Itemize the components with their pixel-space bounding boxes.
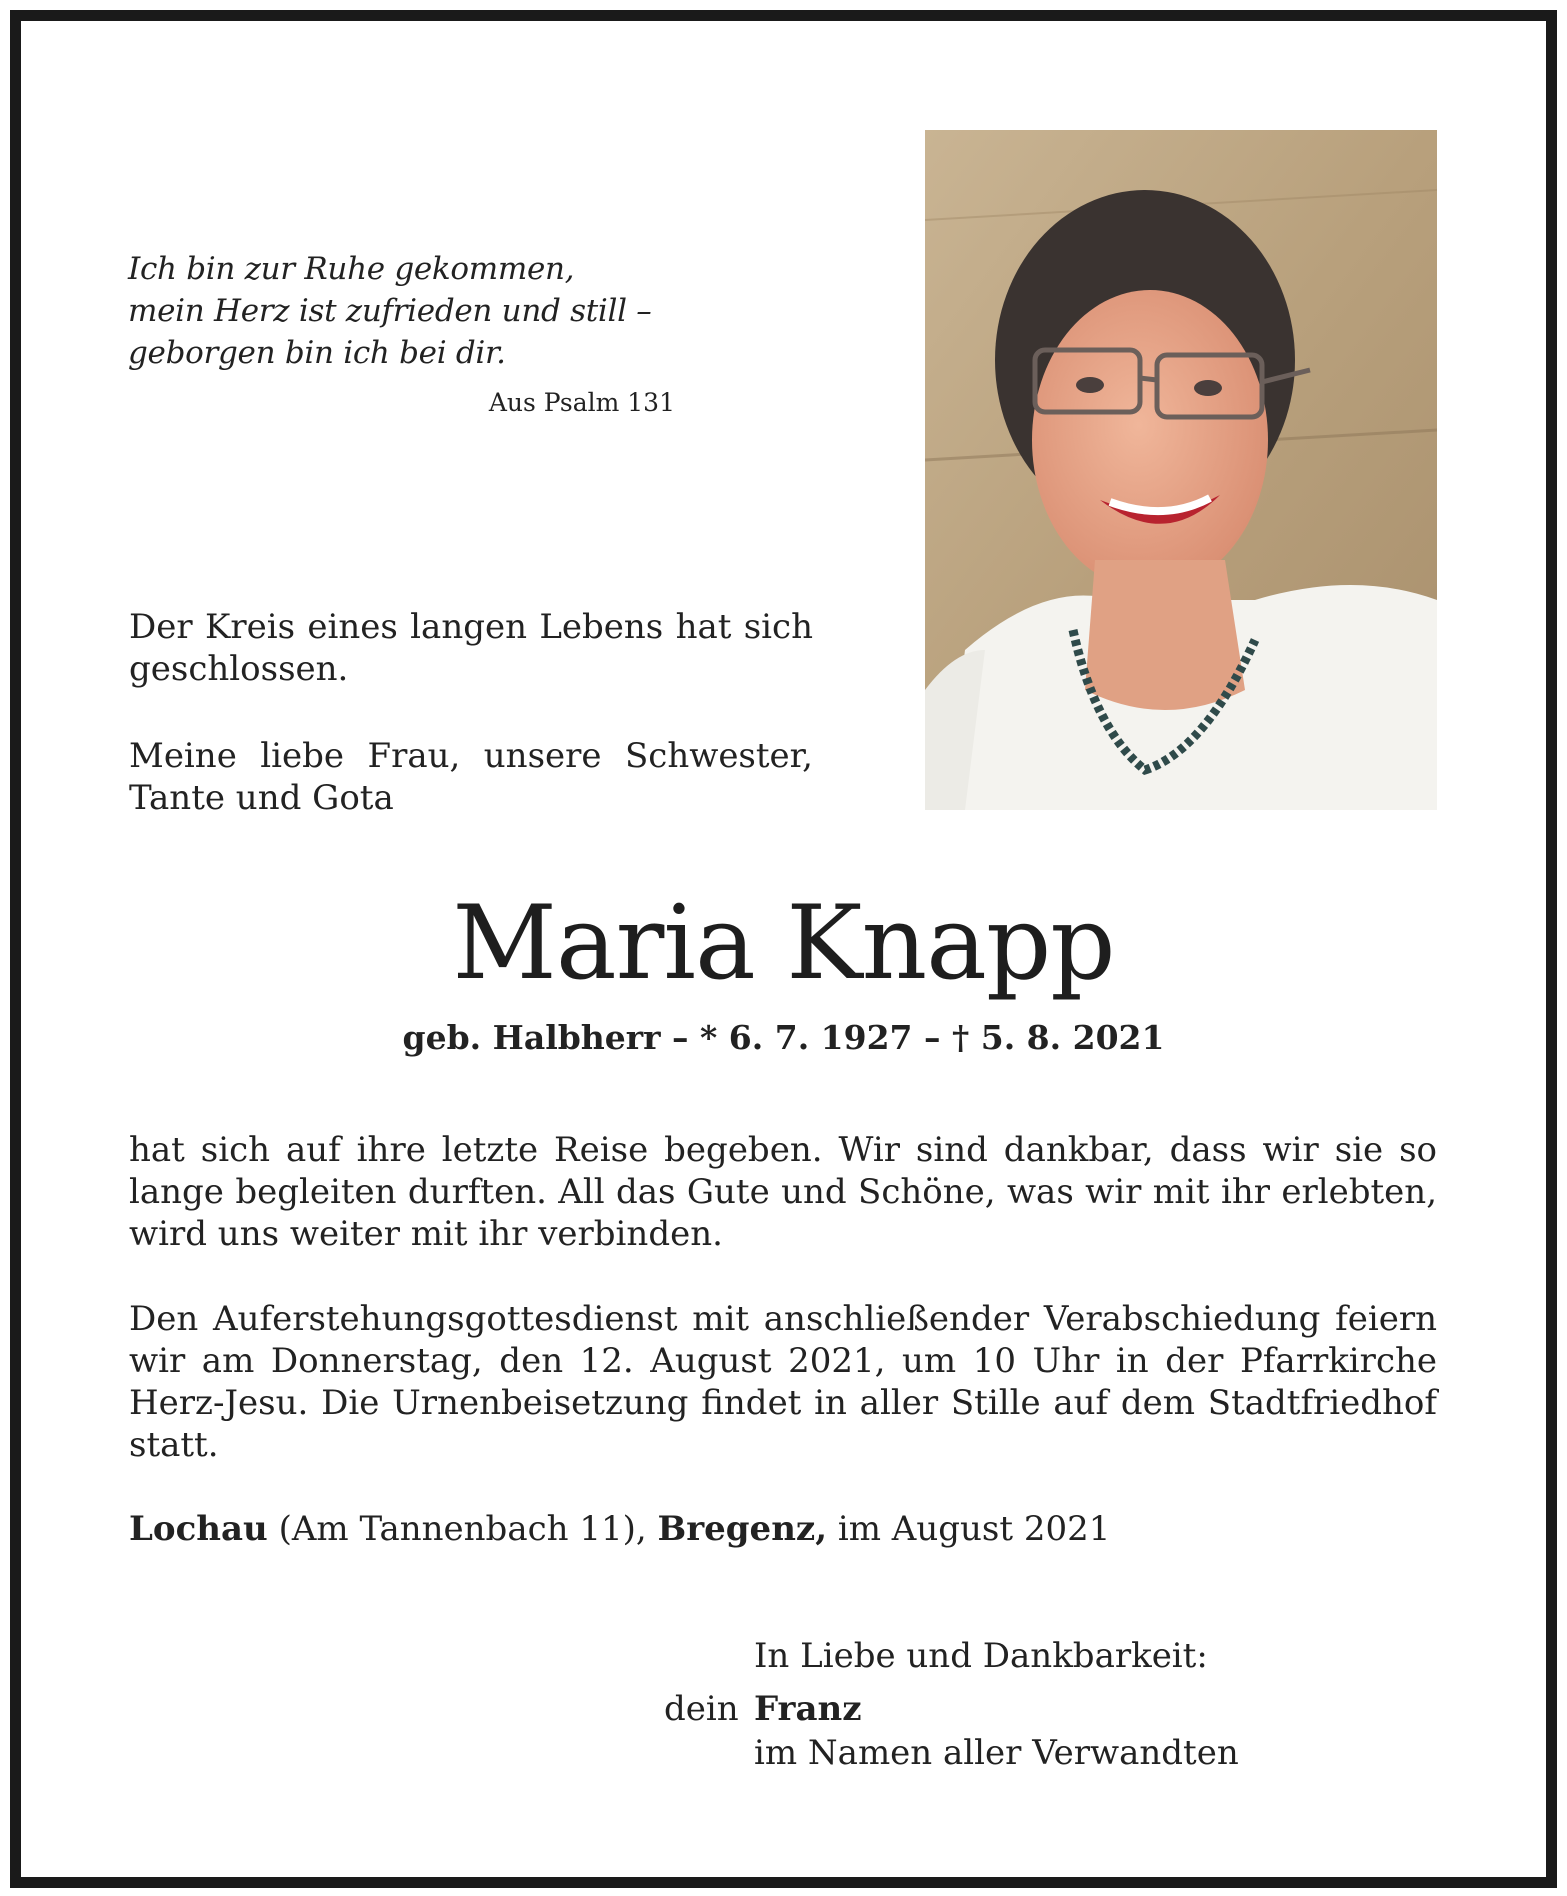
signature-relatives: im Namen aller Verwandten bbox=[754, 1733, 1239, 1773]
place-date: im August 2021 bbox=[827, 1509, 1111, 1549]
psalm-source: Aus Psalm 131 bbox=[488, 388, 675, 417]
signature-prefix: dein bbox=[664, 1689, 739, 1729]
intro-paragraph-1: Der Kreis eines langen Lebens hat sich geschlossen. bbox=[129, 607, 813, 689]
signer-name: Franz bbox=[754, 1689, 862, 1729]
psalm-quote bbox=[128, 248, 688, 374]
deceased-name: Maria Knapp bbox=[452, 884, 1115, 1003]
body-paragraph-2: Den Auferstehungsgottesdienst mit anschließender Verabschiedung feiern wir am Donnerstag, den 12. August 2021, um 10 Uhr in der Pfarrkirche Herz-Jesu. Die Urnenbeisetzung findet in aller Stille auf dem Stadtfriedhof statt. bbox=[129, 1299, 1437, 1465]
intro-paragraph-2: Meine liebe Frau, unsere Schwester, Tante und Gota bbox=[129, 736, 813, 818]
deceased-dates: geb. Halbherr – * 6. 7. 1927 – † 5. 8. 2021 bbox=[402, 1018, 1165, 1057]
place-town-bregenz: Bregenz, bbox=[657, 1509, 828, 1549]
place-date-line bbox=[129, 1508, 1437, 1550]
psalm-line: mein Herz ist zufrieden und still – bbox=[128, 293, 652, 329]
closing-phrase: In Liebe und Dankbarkeit: bbox=[754, 1636, 1208, 1676]
place-town-lochau: Lochau bbox=[129, 1509, 268, 1549]
place-address: (Am Tannenbach 11), bbox=[267, 1509, 658, 1549]
body-paragraph-1: hat sich auf ihre letzte Reise begeben. Wir sind dankbar, dass wir sie so lange begleiten durften. All das Gute und Schöne, was wir mit ihr erlebten, wird uns weiter mit ihr verbinden. bbox=[129, 1130, 1437, 1254]
psalm-line: geborgen bin ich bei dir. bbox=[128, 335, 506, 371]
psalm-line: Ich bin zur Ruhe gekommen, bbox=[128, 251, 575, 287]
portrait-photo bbox=[925, 130, 1437, 810]
